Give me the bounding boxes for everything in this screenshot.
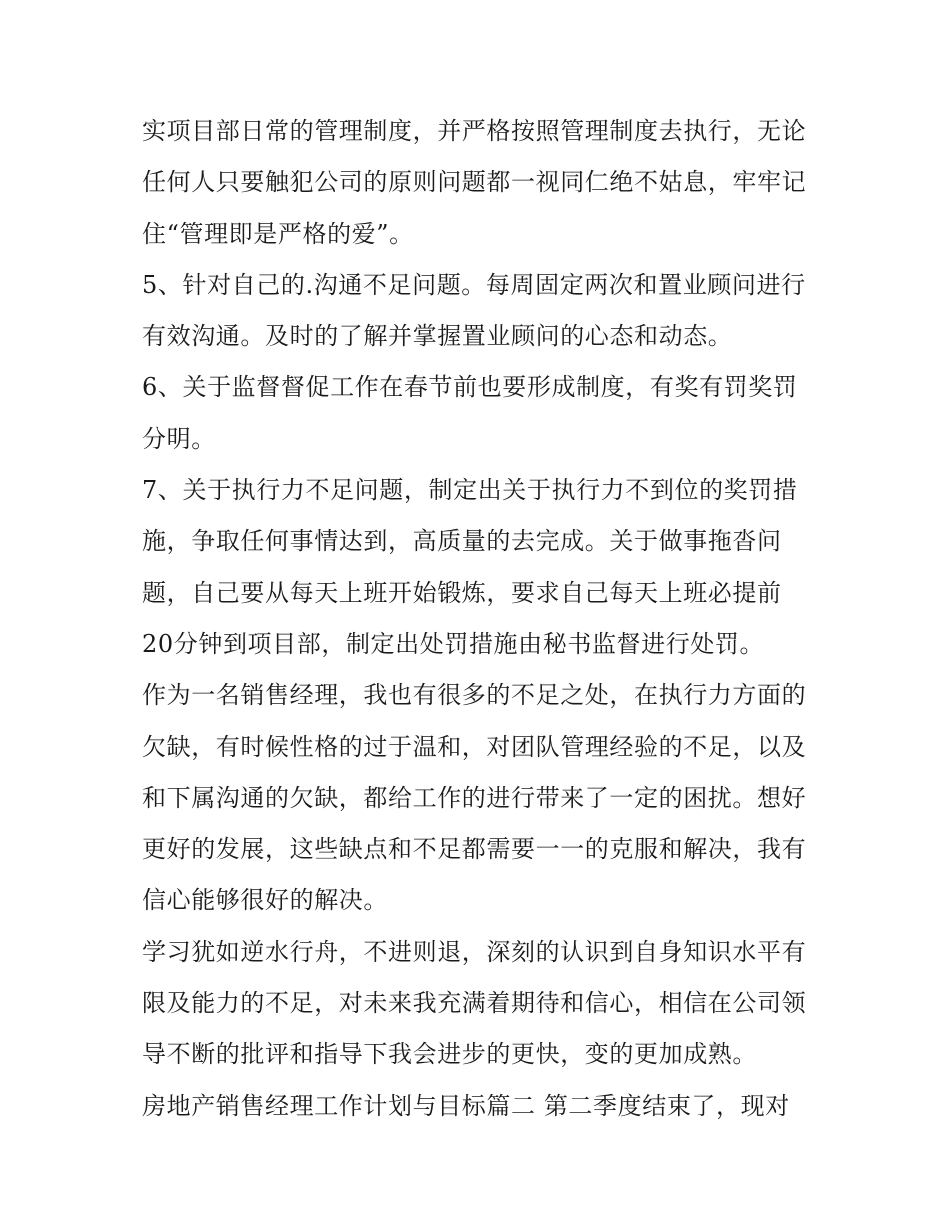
text-line: 20分钟到项目部，制定出处罚措施由秘书监督进行处罚。 xyxy=(142,629,765,658)
document-body xyxy=(142,106,822,1132)
text-line: 分明。 xyxy=(142,424,216,453)
text-line: 信心能够很好的解决。 xyxy=(142,886,388,915)
text-line: 欠缺，有时候性格的过于温和，对团队管理经验的不足，以及 xyxy=(142,732,807,761)
text-line: 住“管理即是严格的爱”。 xyxy=(142,219,414,248)
text-line: 导不断的批评和指导下我会进步的更快，变的更加成熟。 xyxy=(142,1040,757,1069)
text-line: 6、关于监督督促工作在春节前也要形成制度，有奖有罚奖罚 xyxy=(142,373,798,402)
text-line: 实项目部日常的管理制度，并严格按照管理制度去执行，无论 xyxy=(142,117,807,145)
text-line: 房地产销售经理工作计划与目标篇二 第二季度结束了，现对 xyxy=(142,1091,790,1120)
text-line: 学习犹如逆水行舟，不进则退，深刻的认识到自身知识水平有 xyxy=(142,937,807,966)
text-line: 任何人只要触犯公司的原则问题都一视同仁绝不姑息，牢牢记 xyxy=(142,168,807,197)
text-line: 5、针对自己的.沟通不足问题。每周固定两次和置业顾问进行 xyxy=(142,270,806,299)
text-line: 施，争取任何事情达到，高质量的去完成。关于做事拖沓问 xyxy=(142,527,782,556)
text-line: 更好的发展，这些缺点和不足都需要一一的克服和解决，我有 xyxy=(142,835,807,864)
text-line: 限及能力的不足，对未来我充满着期待和信心，相信在公司领 xyxy=(142,989,807,1018)
text-line: 作为一名销售经理，我也有很多的不足之处，在执行力方面的 xyxy=(142,681,807,710)
text-line: 7、关于执行力不足问题，制定出关于执行力不到位的奖罚措 xyxy=(142,476,798,505)
text-line: 题，自己要从每天上班开始锻炼，要求自己每天上班必提前 xyxy=(142,578,782,607)
text-line: 有效沟通。及时的了解并掌握置业顾问的心态和动态。 xyxy=(142,322,733,351)
text-line: 和下属沟通的欠缺，都给工作的进行带来了一定的困扰。想好 xyxy=(142,783,807,812)
